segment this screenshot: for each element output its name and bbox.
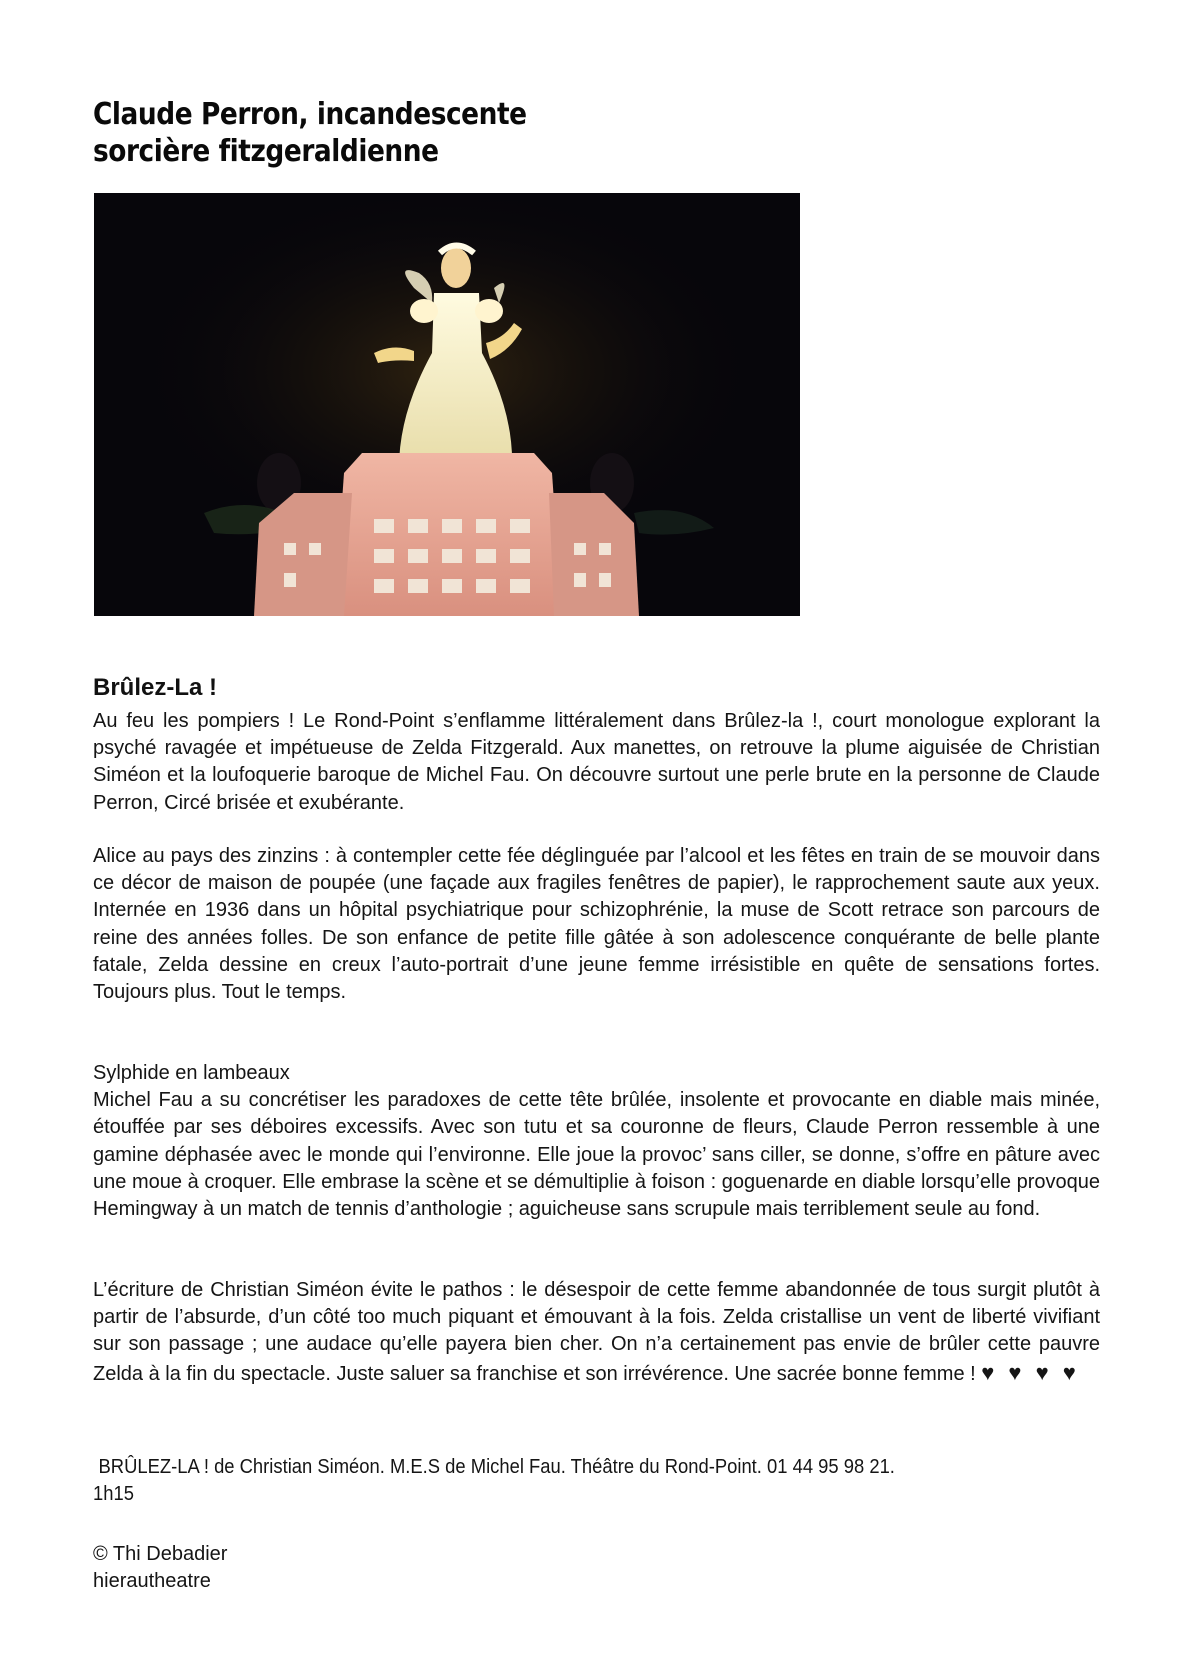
paragraph-1-text: Au feu les pompiers ! Le Rond-Point s’enflamme littéralement dans Brûlez-la !, court monologue explorant la psyché ravagée et impétueuse de Zelda Fitzgerald. Aux manettes, on retrouve la plume aiguisée de Christian Siméon et la loufoquerie baroque de Michel Fau. On découvre surtout une perle brute en la personne de Claude Perron, Circé brisée et exubérante.	[93, 710, 1100, 814]
paragraph-2-text: Alice au pays des zinzins : à contempler cette fée déglinguée par l’alcool et les fêtes en train de se mouvoir dans ce décor de maison de poupée (une façade aux fragiles fenêtres de papier), le rapprochement saute aux yeux. Internée en 1936 dans un hôpital psychiatrique pour schizophrénie, la muse de Scott retrace son parcours de reine des années folles. De son enfance de petite fille gâtée à son adolescence conquérante de belle plante fatale, Zelda dessine en creux l’auto-portrait d’une jeune femme irrésistible en quête de sensations fortes. Toujours plus. Tout le temps.	[93, 845, 1100, 1004]
paragraph-3-text: Michel Fau a su concrétiser les paradoxes de cette tête brûlée, insolente et provocante en diable mais minée, étouffée par ses déboires excessifs. Avec son tutu et sa couronne de fleurs, Claude Perron ressemble à une gamine déphasée avec le monde qui l’environne. Elle joue la provoc’ sans ciller, se donne, s’offre en pâture avec une moue à croquer. Elle embrase la scène et se démultiplie à foison : goguenarde en diable lorsqu’elle provoque Hemingway à un match de tennis d’anthologie ; aguicheuse sans scrupule mais terriblement seule au fond.	[93, 1089, 1100, 1221]
paragraph-2	[93, 843, 1100, 1006]
paragraph-3	[93, 1060, 1100, 1223]
copyright: © Thi Debadier	[93, 1543, 228, 1565]
section-heading: Brûlez-La !	[93, 673, 218, 701]
paragraph-4-wrapper	[93, 1277, 1100, 1388]
stage-photo-illustration	[94, 193, 800, 616]
heart-icon: ♥ ♥ ♥ ♥	[981, 1359, 1080, 1385]
subheading: Sylphide en lambeaux	[93, 1062, 290, 1084]
paragraph-1	[93, 708, 1100, 817]
stage-photo	[94, 193, 800, 616]
credits-line-1: BRÛLEZ-LA ! de Christian Siméon. M.E.S de Michel Fau. Théâtre du Rond-Point. 01 44 95 98 21.	[98, 1456, 895, 1478]
paragraph-4	[93, 1277, 1100, 1388]
paragraph-4-text: L’écriture de Christian Siméon évite le pathos : le désespoir de cette femme abandonnée de tous surgit plutôt à partir de l’absurde, d’un côté too much piquant et émouvant à la fois. Zelda cristallise un vent de liberté vivifiant sur son passage ; une audace qu’elle payera bien cher. On n’a certainement pas envie de brûler cette pauvre Zelda à la fin du spectacle. Juste saluer sa franchise et son irrévérence. Une sacrée bonne femme !	[93, 1279, 1100, 1385]
credits-duration: 1h15	[93, 1483, 134, 1506]
article-title	[93, 96, 709, 170]
article-title-line-2: sorcière fitzgeraldienne	[93, 134, 439, 170]
article-title-line-1: Claude Perron, incandescente	[93, 97, 527, 133]
source: hierautheatre	[93, 1570, 211, 1593]
footer	[93, 1541, 227, 1595]
show-credits	[93, 1454, 1031, 1508]
